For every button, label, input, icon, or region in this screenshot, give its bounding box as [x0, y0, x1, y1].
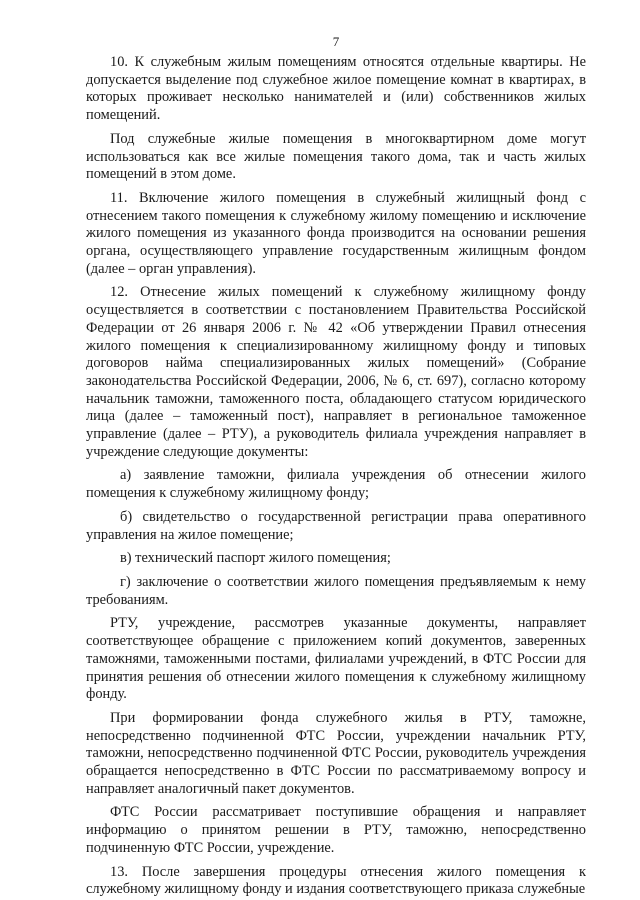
paragraph-fts-decision: ФТС России рассматривает поступившие обращения и направляет информацию о принятом решении в РТУ, таможню, непосредственно подчиненную ФТС России, учреждение. — [86, 804, 586, 856]
document-body — [86, 54, 586, 899]
paragraph-10: 10. К служебным жилым помещениям относятся отдельные квартиры. Не допускается выделение под служебное жилое помещение комнат в квартирах, в которых проживает несколько нанимателей и (или) собственников жилых помещений. — [86, 54, 586, 124]
list-item-b: б) свидетельство о государственной регистрации права оперативного управления на жилое помещение; — [86, 508, 586, 543]
paragraph-10-continued: Под служебные жилые помещения в многоквартирном доме могут использоваться как все жилые помещения такого дома, так и часть жилых помещений в этом доме. — [86, 130, 586, 183]
paragraph-rtu: РТУ, учреждение, рассмотрев указанные документы, направляет соответствующее обращение с приложением копий документов, заверенных таможнями, таможенными постами, филиалами учреждений, в ФТС России для принятия решения об отнесении жилого помещения к служебному жилищному фонду. — [86, 615, 586, 703]
paragraph-11: 11. Включение жилого помещения в служебный жилищный фонд с отнесением такого помещения к служебному жилому помещению и исключение жилого помещения из указанного фонда производится на основании решения органа, осуществляющего управление государственным жилищным фондом (далее – орган управления). — [86, 189, 586, 277]
paragraph-13: 13. После завершения процедуры отнесения жилого помещения к служебному жилищному фонду и издания соответствующего приказа служебные — [86, 863, 586, 898]
paragraph-12: 12. Отнесение жилых помещений к служебному жилищному фонду осуществляется в соответствии с постановлением Правительства Российской Федерации от 26 января 2006 г. № 42 «Об утверждении Правил отнесения жилого помещения к специализированному жилищному фонду и типовых договоров найма специализированных жилых помещений» (Собрание законодательства Российской Федерации, 2006, № 6, ст. 697), согласно которому начальник таможни, таможенного поста, обладающего статусом юридического лица (далее – таможенный пост), направляет в региональное таможенное управление (далее – РТУ), а руководитель филиала учреждения направляет в учреждение следующие документы: — [86, 284, 586, 460]
paragraph-formation: При формировании фонда служебного жилья в РТУ, таможне, непосредственно подчиненной ФТС России, учреждении начальник РТУ, таможни, непосредственно подчиненной ФТС России, руководитель учреждения обращается непосредственно в ФТС России по рассматриваемому вопросу и направляет аналогичный пакет документов. — [86, 709, 586, 797]
page-number: 7 — [332, 34, 340, 49]
list-item-v: в) технический паспорт жилого помещения; — [120, 550, 391, 567]
list-item-g: г) заключение о соответствии жилого помещения предъявляемым к нему требованиям. — [86, 573, 586, 608]
list-item-a: а) заявление таможни, филиала учреждения об отнесении жилого помещения к служебному жилищному фонду; — [86, 467, 586, 502]
